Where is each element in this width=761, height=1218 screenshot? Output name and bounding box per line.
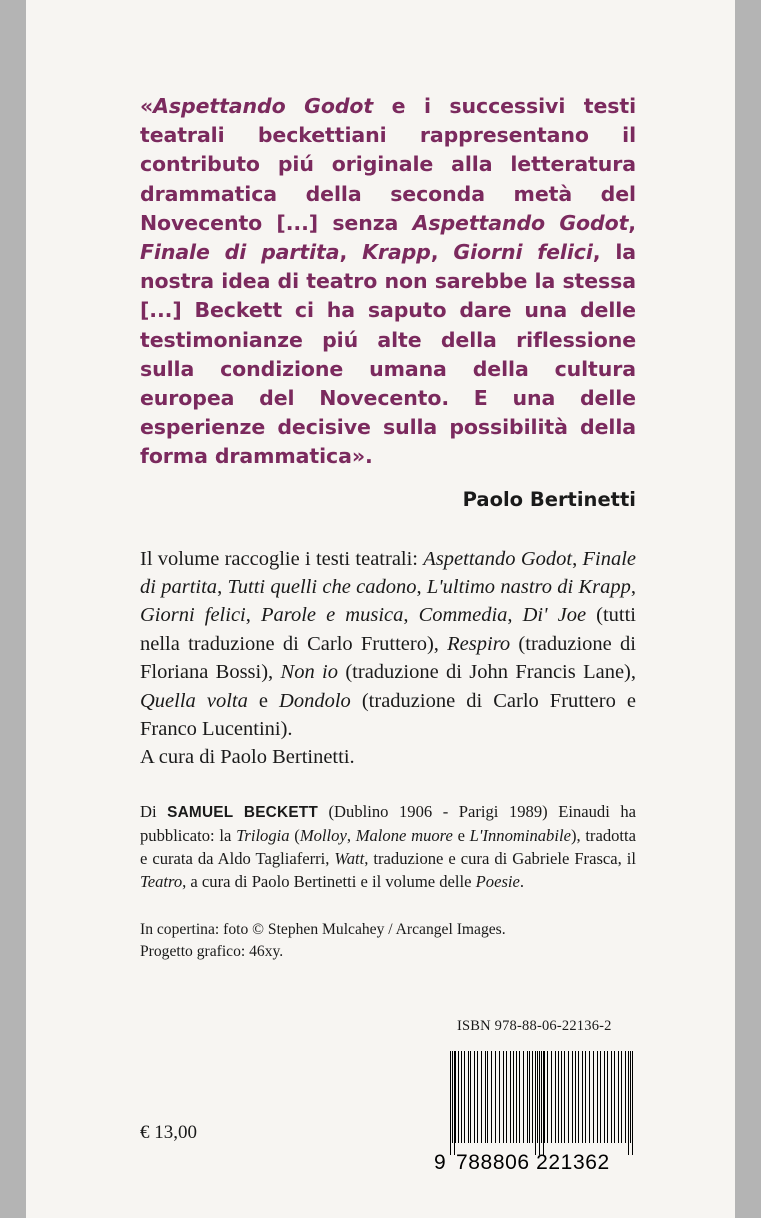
credits-block — [140, 919, 636, 963]
contents-paragraph: Il volume raccoglie i testi teatrali: Aspettando Godot, Finale di partita, Tutti quelli che cadono, L'ultimo nastro di Krapp, Giorni felici, Parole e musica, Commedia, Di' Joe (tutti nella traduzione di Carlo Fruttero), Respiro (traduzione di Floriana Bossi), Non io (traduzione di John Francis Lane), Quella volta e Dondolo (traduzione di Carlo Fruttero e Franco Lucentini). A cura di Paolo Bertinetti. — [140, 547, 637, 769]
graphic-design-credit: Progetto grafico: 46xy. — [140, 942, 284, 960]
isbn-label: ISBN 978-88-06-22136-2 — [457, 1018, 612, 1034]
book-back-cover — [26, 0, 735, 1218]
cover-photo-credit: In copertina: foto © Stephen Mulcahey / Arcangel Images. — [140, 920, 506, 938]
barcode-bars — [450, 1051, 634, 1143]
barcode-lead-digit: 9 — [434, 1151, 446, 1174]
author-bio-paragraph: Di SAMUEL BECKETT (Dublino 1906 - Parigi 1989) Einaudi ha pubblicato: la Trilogia (Molloy, Malone muore e L'Innominabile), tradotta e curata da Aldo Tagliaferri, Watt, traduzione e cura di Gabriele Frasca, il Teatro, a cura di Paolo Bertinetti e il volume delle Poesie. — [140, 801, 637, 891]
barcode — [434, 1051, 634, 1174]
barcode-digits: 788806 221362 — [456, 1151, 610, 1174]
blurb-quote: «Aspettando Godot e i successivi testi teatrali beckettiani rappresentano il contributo piú originale alla letteratura drammatica della seconda metà del Novecento [...] senza Aspettando Godot, Finale di partita, Krapp, Giorni felici, la nostra idea di teatro non sarebbe la stessa [...] Beckett ci ha saputo dare una delle testimonianze piú alte della riflessione sulla condizione umana della cultura europea del Novecento. E una delle esperienze decisive sulla possibilità della forma drammatica». — [140, 94, 637, 469]
blurb-attribution: Paolo Bertinetti — [462, 487, 636, 511]
back-cover-text-block — [140, 92, 636, 963]
price-label: € 13,00 — [140, 1122, 197, 1143]
isbn-block — [434, 1018, 634, 1174]
